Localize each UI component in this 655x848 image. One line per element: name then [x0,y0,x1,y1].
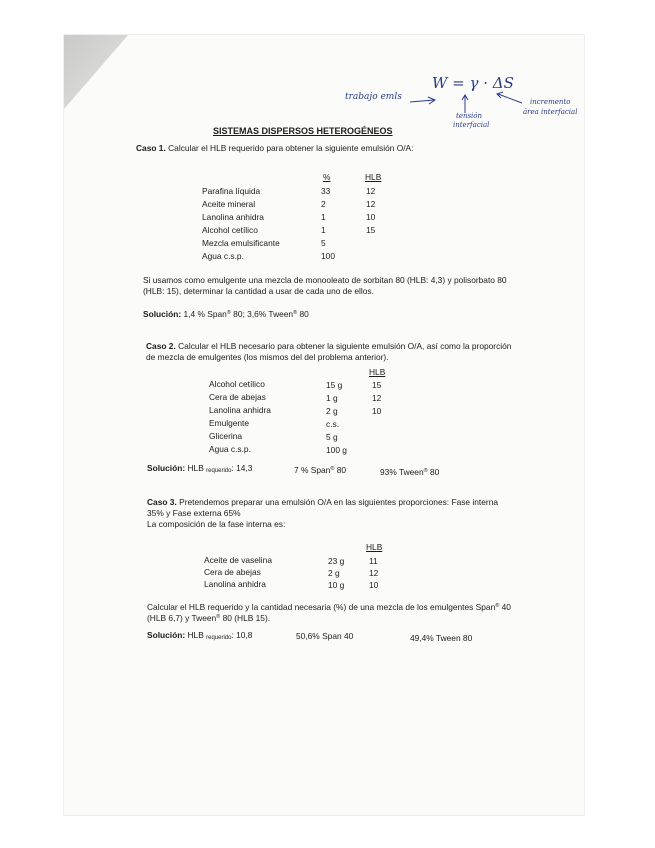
case3-question-line2 [147,612,270,623]
case3-row-name: Cera de abejas [204,567,261,577]
registered-mark: ® [330,466,335,472]
solution-tail: 80 [297,309,309,319]
case1-row-pct: 2 [321,199,326,209]
case1-intro-text: Calcular el HLB requerido para obtener la siguiente emulsión O/A: [168,143,414,153]
case1-row-pct: 1 [321,225,326,235]
case3-row-hlb: 10 [369,580,379,590]
case1-row-name: Alcohol cetílico [202,225,258,235]
question-text: Calcular el HLB requerido y la cantidad necesaria (%) de una mezcla de los emulgentes Span [147,602,496,612]
case3-row-hlb: 11 [369,556,378,566]
case1-row-pct: 1 [321,212,326,222]
solution-label: Solución: [143,309,182,319]
case1-solution [143,308,309,319]
case2-row-name: Lanolina anhidra [209,405,271,415]
question-tail: 40 [499,602,511,612]
requerido-subscript: requerido [206,468,232,474]
case3-row-name: Lanolina anhidra [204,579,266,589]
solution-label: Solución: [147,463,186,473]
handwritten-increment-2: área interfacial [523,108,578,116]
case1-heading: Caso 1. [136,143,166,153]
case3-col-hlb: HLB [366,542,383,552]
case1-row-name: Lanolina anhidra [202,212,264,222]
case2-heading: Caso 2. [146,341,176,351]
handwritten-side-arrow-icon [494,90,524,106]
case2-row-qty: 1 g [326,393,338,403]
case2-row-name: Glicerina [209,431,243,441]
case1-question-line2: (HLB: 15), determinar la cantidad a usar de cada uno de ellos. [143,286,374,296]
case3-intro-line3: La composición de la fase interna es: [147,519,286,529]
handwritten-tension-2: interfacial [453,121,490,129]
case2-row-qty: 2 g [326,406,338,416]
case2-row-name: Emulgente [209,418,250,428]
case3-row-name: Aceite de vaselina [204,555,272,565]
case1-row-pct: 100 [321,251,335,261]
case3-row-qty: 23 g [328,556,345,566]
tween-tail: 80 [427,467,440,477]
case1-intro [136,143,413,153]
solution-span: 1,4 % Span [183,309,227,319]
handwritten-increment-1: incremento [530,98,571,106]
page-title: SISTEMAS DISPERSOS HETEROGÉNEOS [213,126,393,136]
case1-row-pct: 5 [321,238,326,248]
tween-value: 93% Tween [380,467,424,477]
case2-row-name: Cera de abejas [209,392,266,402]
case1-row-name: Mezcla emulsificante [202,238,280,248]
case2-row-qty: 15 g [326,380,343,390]
case3-intro-line1 [147,497,498,507]
case1-row-name: Aceite mineral [202,199,256,209]
registered-mark: ® [495,603,500,609]
case3-row-qty: 10 g [328,580,345,590]
case2-span [294,464,346,475]
case2-solution [147,463,252,476]
case3-span: 50,6% Span 40 [296,631,354,641]
case2-intro-text: Calcular el HLB necesario para obtener la siguiente emulsión O/A, así como la proporción [175,341,512,351]
case2-tween [380,466,439,477]
registered-mark: ® [293,310,298,316]
case3-heading: Caso 3. [147,497,177,507]
case1-col-pct: % [323,172,331,182]
registered-mark: ® [216,614,221,620]
case3-question-line1 [147,601,511,612]
case3-solution [147,630,252,643]
case1-row-hlb: 12 [366,199,376,209]
case2-row-hlb: 10 [372,406,382,416]
case2-intro-line1 [146,341,511,351]
case1-row-hlb: 15 [366,225,376,235]
case1-row-name: Parafina líquida [202,186,261,196]
question-text: (HLB 6,7) y Tween [147,613,217,623]
case2-row-qty: 100 g [326,445,347,455]
hlb-word: HLB [187,630,204,640]
requerido-subscript: requerido [206,635,232,641]
case1-col-hlb: HLB [365,172,382,182]
handwritten-formula: W = γ · ΔS [432,74,514,92]
handwritten-arrow-icon [408,96,438,106]
case2-row-hlb: 12 [372,393,382,403]
case3-row-qty: 2 g [328,568,340,578]
case2-row-name: Alcohol cetílico [209,379,265,389]
hlb-word: HLB [187,463,204,473]
case2-row-hlb: 15 [372,380,382,390]
case2-intro-line2: de mezcla de emulgentes (los mismos del del problema anterior). [146,352,389,362]
case3-intro-text: Pretendemos preparar una emulsión O/A en las siguientes proporciones: Fase interna [176,497,499,507]
question-tail: 80 (HLB 15). [220,613,271,623]
span-value: 7 % Span [294,465,331,475]
case1-row-name: Agua c.s.p. [202,251,244,261]
case3-tween: 49,4% Tween 80 [410,633,473,643]
case1-row-pct: 33 [321,186,331,196]
case2-row-qty: 5 g [326,432,338,442]
hlb-value: : 10,8 [231,630,253,640]
span-tail: 80 [334,465,347,475]
case1-row-hlb: 10 [366,212,376,222]
case3-row-hlb: 12 [369,568,379,578]
case2-col-hlb: HLB [369,367,386,377]
case1-row-hlb: 12 [366,186,376,196]
case3-intro-line2: 35% y Fase externa 65% [147,508,241,518]
solution-tween: 80; 3,6% Tween [230,309,294,319]
registered-mark: ® [423,468,428,474]
case2-row-qty: c.s. [326,419,340,429]
handwritten-tension-1: tensión [456,112,483,120]
case2-row-name: Agua c.s.p. [209,444,251,454]
hlb-value: : 14,3 [231,463,253,473]
case1-question-line1: Si usamos como emulgente una mezcla de monooleato de sorbitan 80 (HLB: 4,3) y polisorbato 80 [143,275,507,285]
solution-label: Solución: [147,630,186,640]
registered-mark: ® [226,310,231,316]
handwritten-left-label: trabajo emls [345,92,402,102]
